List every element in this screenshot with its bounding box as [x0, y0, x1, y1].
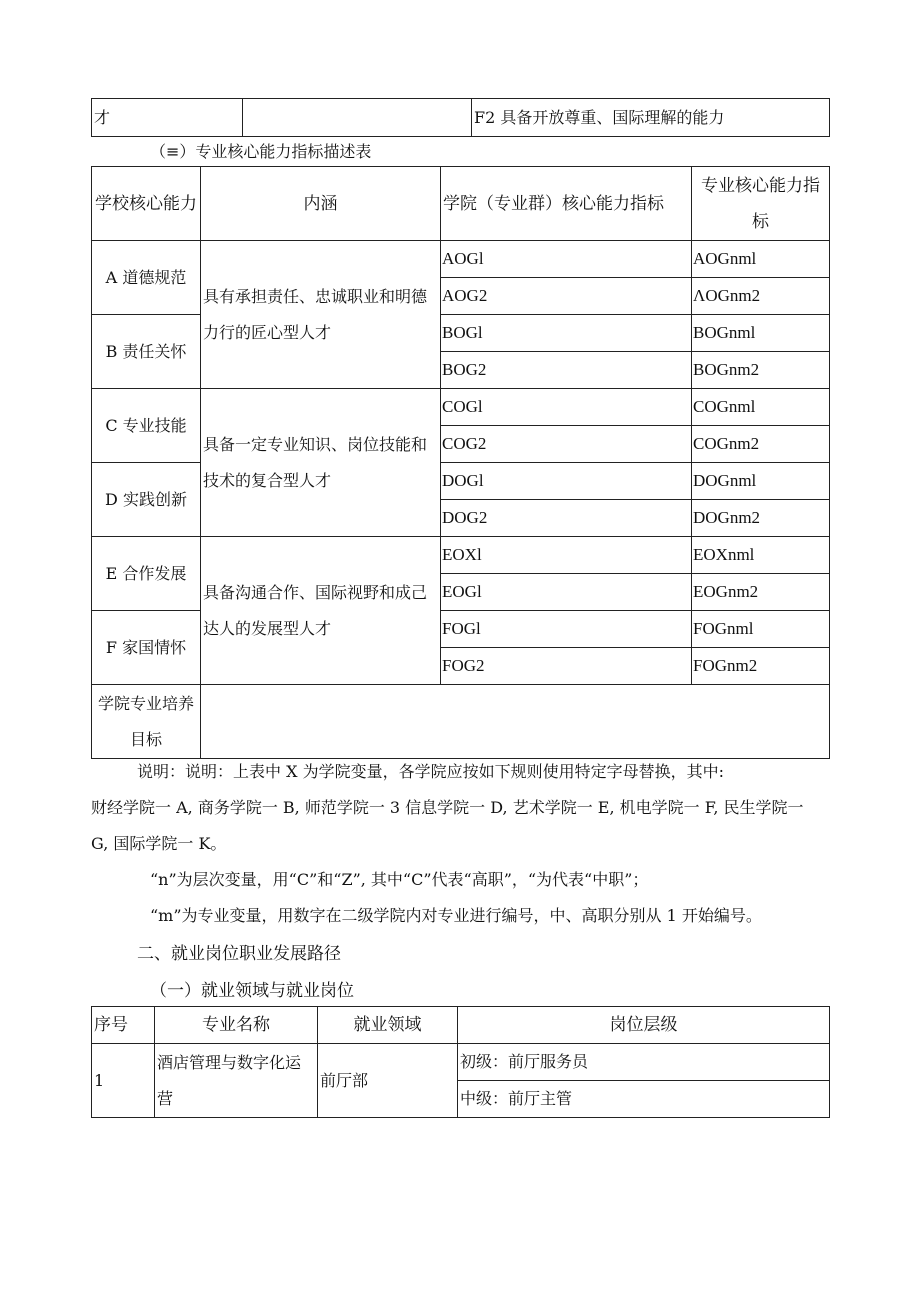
note-line-3: G, 国际学院一 K。 — [91, 834, 227, 853]
college-code: EOXl — [441, 537, 692, 574]
job-table — [91, 1006, 830, 1118]
meaning-2: 具备一定专业知识、岗位技能和技术的复合型人才 — [201, 389, 441, 537]
meaning-1: 具有承担责任、忠诚职业和明德力行的匠心型人才 — [201, 241, 441, 389]
job-row-num: 1 — [92, 1044, 155, 1118]
ability-d: D 实践创新 — [92, 463, 201, 537]
major-code: DOGnm2 — [692, 500, 830, 537]
job-row-field: 前厅部 — [318, 1044, 458, 1118]
major-code: EOGnm2 — [692, 574, 830, 611]
college-code: BOGl — [441, 315, 692, 352]
header-meaning: 内涵 — [201, 167, 441, 241]
job-header-num: 序号 — [92, 1007, 155, 1044]
header-school-ability: 学校核心能力 — [92, 167, 201, 241]
section2-title: 二、就业岗位职业发展路径 — [137, 944, 341, 964]
footer-label: 学院专业培养目标 — [92, 685, 201, 759]
college-code: FOGl — [441, 611, 692, 648]
major-code: DOGnml — [692, 463, 830, 500]
ability-a: A 道德规范 — [92, 241, 201, 315]
ability-b: B 责任关怀 — [92, 315, 201, 389]
job-level-item: 中级：前厅主管 — [458, 1081, 830, 1118]
note-line-4: “n”为层次变量，用“C”和“Z”, 其中“C”代表“高职”，“为代表“中职”； — [150, 870, 649, 889]
header-major-ability: 专业核心能力指标 — [692, 167, 830, 241]
college-code: DOG2 — [441, 500, 692, 537]
core-ability-table — [91, 166, 830, 759]
job-header-field: 就业领域 — [318, 1007, 458, 1044]
college-code: DOGl — [441, 463, 692, 500]
ability-f: F 家国情怀 — [92, 611, 201, 685]
meaning-3: 具备沟通合作、国际视野和成己达人的发展型人才 — [201, 537, 441, 685]
major-code: COGnm2 — [692, 426, 830, 463]
major-code: BOGnml — [692, 315, 830, 352]
note-line-1: 说明：说明：上表中 X 为学院变量，各学院应按如下规则使用特定字母替换，其中: — [137, 762, 724, 781]
note-line-5: “m”为专业变量，用数字在二级学院内对专业进行编号，中、高职分别从 1 开始编号。 — [150, 906, 762, 925]
job-row-major: 酒店管理与数字化运营 — [155, 1044, 318, 1118]
top-table — [91, 98, 830, 137]
major-code: EOXnml — [692, 537, 830, 574]
college-code: AOG2 — [441, 278, 692, 315]
job-header-level: 岗位层级 — [458, 1007, 830, 1044]
major-code: BOGnm2 — [692, 352, 830, 389]
note-line-2: 财经学院一 A, 商务学院一 B, 师范学院一 3 信息学院一 D, 艺术学院一 E, 机电学院一 F, 民生学院一 — [91, 798, 804, 817]
college-code: AOGl — [441, 241, 692, 278]
section3-title: （≡）专业核心能力指标描述表 — [150, 142, 372, 161]
major-code: COGnml — [692, 389, 830, 426]
college-code: BOG2 — [441, 352, 692, 389]
subsection1-title: （一）就业领域与就业岗位 — [150, 981, 354, 1001]
major-code: FOGnml — [692, 611, 830, 648]
footer-value — [201, 685, 830, 759]
top-cell-1: 才 — [92, 99, 243, 137]
major-code: ΛOGnm2 — [692, 278, 830, 315]
college-code: COG2 — [441, 426, 692, 463]
ability-e: E 合作发展 — [92, 537, 201, 611]
college-code: COGl — [441, 389, 692, 426]
job-level-item: 初级：前厅服务员 — [458, 1044, 830, 1081]
top-cell-2 — [243, 99, 472, 137]
major-code: FOGnm2 — [692, 648, 830, 685]
ability-c: C 专业技能 — [92, 389, 201, 463]
major-code: AOGnml — [692, 241, 830, 278]
job-header-major: 专业名称 — [155, 1007, 318, 1044]
college-code: FOG2 — [441, 648, 692, 685]
top-cell-3: F2 具备开放尊重、国际理解的能力 — [472, 99, 830, 137]
college-code: EOGl — [441, 574, 692, 611]
header-college-ability: 学院（专业群）核心能力指标 — [441, 167, 692, 241]
